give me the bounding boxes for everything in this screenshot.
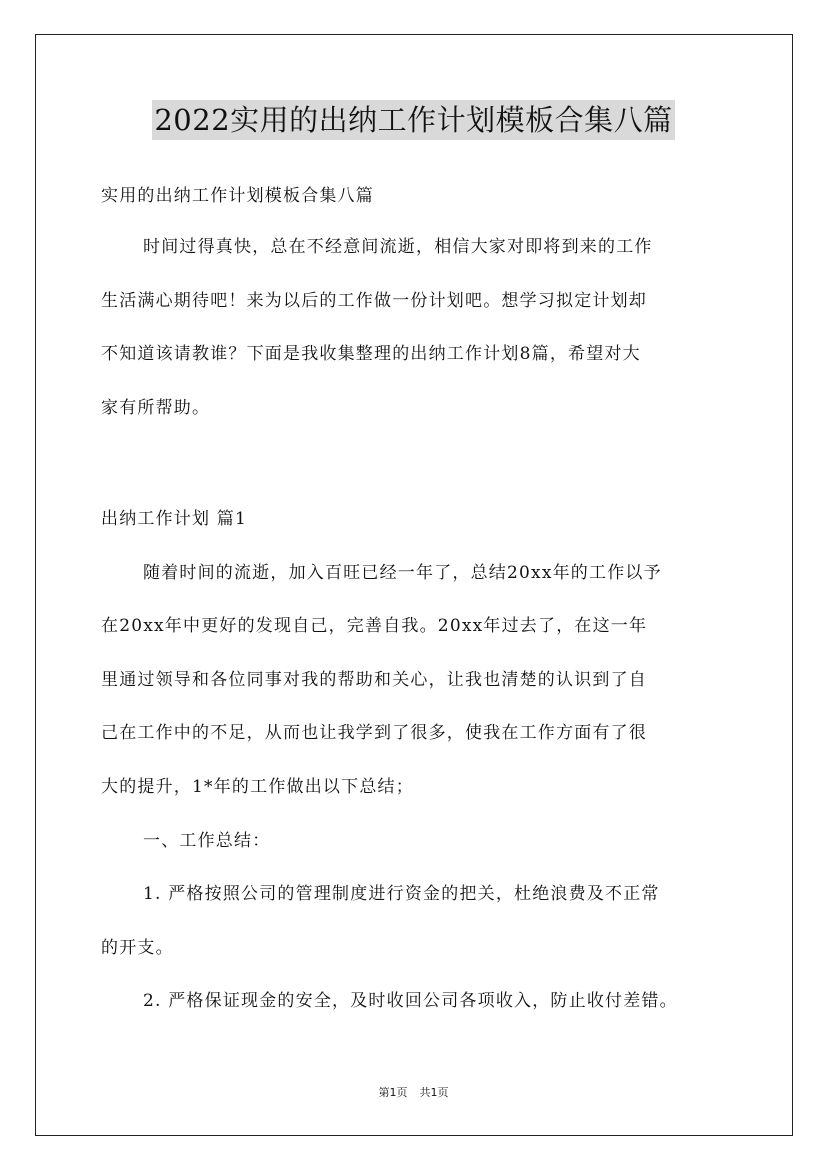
- section-line: 在20xx年中更好的发现自己，完善自我。20xx年过去了，在这一年: [101, 616, 648, 637]
- document-subtitle: 实用的出纳工作计划模板合集八篇: [101, 186, 374, 206]
- page-footer: [0, 1084, 827, 1100]
- section-line: 己在工作中的不足，从而也让我学到了很多，使我在工作方面有了很: [101, 723, 647, 744]
- section-line: 里通过领导和各位同事对我的帮助和关心，让我也清楚的认识到了自: [101, 669, 647, 690]
- intro-line: 生活满心期待吧！来为以后的工作做一份计划吧。想学习拟定计划却: [101, 290, 647, 311]
- section-line: 随着时间的流逝，加入百旺已经一年了，总结20xx年的工作以予: [143, 562, 662, 583]
- intro-line: 家有所帮助。: [101, 397, 211, 418]
- section-1: [101, 493, 731, 1029]
- document-title: 2022实用的出纳工作计划模板合集八篇: [152, 100, 674, 140]
- intro-paragraph: [101, 221, 731, 435]
- list-item-2: 2. 严格保证现金的安全，及时收回公司各项收入，防止收付差错。: [143, 991, 678, 1012]
- title-container: [0, 100, 827, 140]
- intro-line: 不知道该请教谁？下面是我收集整理的出纳工作计划8篇，希望对大: [101, 344, 641, 365]
- intro-line: 时间过得真快，总在不经意间流逝，相信大家对即将到来的工作: [143, 237, 653, 257]
- section-line: 大的提升，1*年的工作做出以下总结；: [101, 776, 414, 797]
- page-total: 共1页: [419, 1086, 449, 1099]
- page-number: 第1页: [378, 1086, 408, 1099]
- list-item-1: 1. 严格按照公司的管理制度进行资金的把关，杜绝浪费及不正常: [143, 884, 660, 905]
- section-heading: 出纳工作计划 篇1: [101, 509, 248, 529]
- summary-heading: 一、工作总结：: [143, 830, 271, 851]
- list-item-1-cont: 的开支。: [101, 937, 174, 958]
